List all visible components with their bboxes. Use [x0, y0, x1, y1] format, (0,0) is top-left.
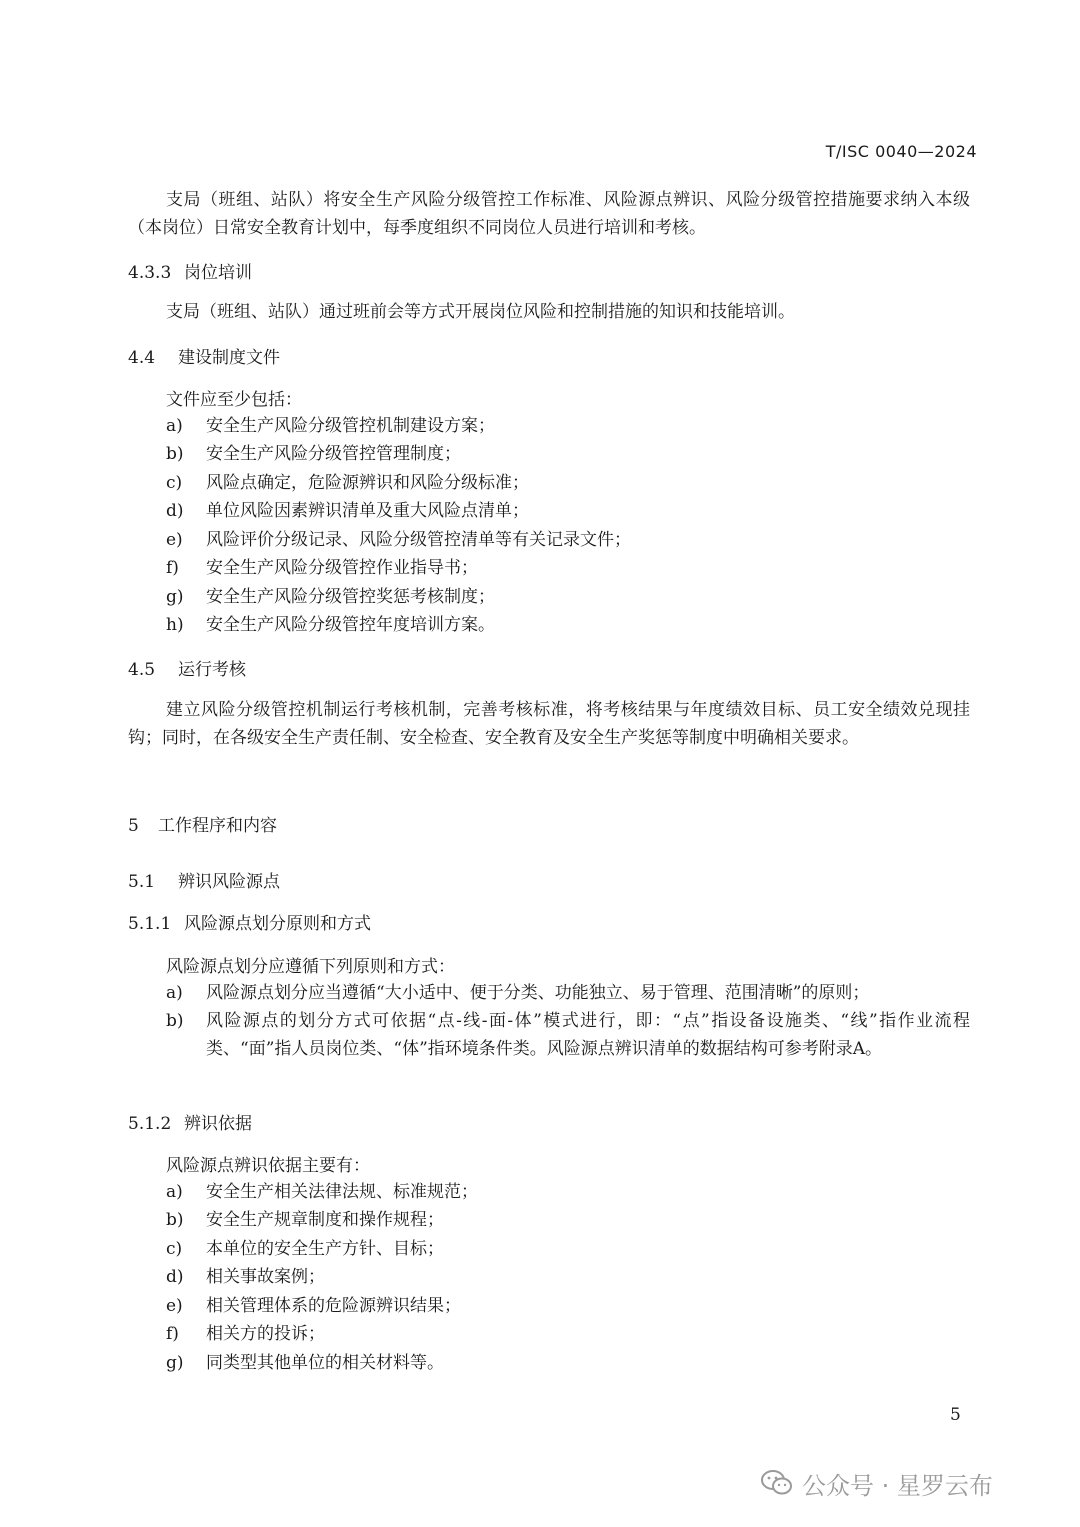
heading-number: 4.4: [128, 348, 156, 368]
heading-4-3-3: [128, 258, 252, 283]
list-item: [166, 469, 970, 497]
heading-title: 辨识依据: [184, 1114, 252, 1134]
heading-title: 岗位培训: [184, 263, 252, 283]
heading-5-1-1: [128, 909, 371, 934]
heading-title: 风险源点划分原则和方式: [184, 914, 371, 934]
list-intro: 风险源点辨识依据主要有：: [166, 1156, 370, 1176]
list-item: [166, 979, 970, 1007]
wechat-icon: [760, 1468, 794, 1498]
heading-5-1: [128, 867, 280, 892]
list-item-label: c): [166, 1239, 183, 1259]
list-item-text: 风险评价分级记录、风险分级管控清单等有关记录文件；: [206, 530, 631, 550]
list-item-text: 安全生产相关法律法规、标准规范；: [206, 1182, 478, 1202]
list-item-text: 本单位的安全生产方针、目标；: [206, 1239, 444, 1259]
heading-title: 运行考核: [178, 660, 246, 680]
heading-number: 5.1.2: [128, 1114, 172, 1134]
heading-number: 5: [128, 816, 139, 836]
list-item-text: 安全生产风险分级管控年度培训方案。: [206, 615, 495, 635]
list-item-label: a): [166, 416, 183, 436]
heading-number: 4.3.3: [128, 263, 172, 283]
list-item-label: b): [166, 1210, 184, 1230]
list-item-label: b): [166, 444, 184, 464]
list-item-label: f): [166, 558, 179, 578]
list-item-label: e): [166, 1296, 183, 1316]
list-item-text: 安全生产风险分级管控作业指导书；: [206, 558, 478, 578]
heading-title: 建设制度文件: [178, 348, 280, 368]
list-item: [166, 1349, 970, 1377]
list-item: [166, 497, 970, 525]
watermark: [760, 1463, 993, 1503]
list-intro: 风险源点划分应遵循下列原则和方式：: [166, 957, 455, 977]
document-code: T/ISC 0040—2024: [825, 142, 977, 161]
list-item-text: 安全生产规章制度和操作规程；: [206, 1210, 444, 1230]
list-item-label: e): [166, 530, 183, 550]
list-item: [166, 554, 970, 582]
list-item: [166, 412, 970, 440]
heading-number: 5.1.1: [128, 914, 172, 934]
list-item: [166, 1263, 970, 1291]
list-item: [166, 1235, 970, 1263]
list-item-label: f): [166, 1324, 179, 1344]
paragraph-training-plan: 支局（班组、站队）将安全生产风险分级管控工作标准、风险源点辨识、风险分级管控措施要求纳入本级（本岗位）日常安全教育计划中，每季度组织不同岗位人员进行培训和考核。: [128, 190, 970, 238]
paragraph-operation-assessment: 建立风险分级管控机制运行考核机制，完善考核标准，将考核结果与年度绩效目标、员工安全绩效兑现挂钩；同时，在各级安全生产责任制、安全检查、安全教育及安全生产奖惩等制度中明确相关要求。: [128, 700, 970, 748]
list-item-text: 安全生产风险分级管控管理制度；: [206, 444, 461, 464]
paragraph-post-training: 支局（班组、站队）通过班前会等方式开展岗位风险和控制措施的知识和技能培训。: [166, 302, 795, 322]
list-item: [166, 1206, 970, 1234]
list-item: [166, 1007, 970, 1063]
watermark-text: 公众号 · 星罗云布: [802, 1471, 993, 1500]
list-item-text: 相关事故案例；: [206, 1267, 325, 1287]
heading-5-1-2: [128, 1109, 252, 1134]
page-number: 5: [950, 1405, 961, 1425]
heading-number: 5.1: [128, 872, 156, 892]
list-item: [166, 440, 970, 468]
list-item-text: 风险点确定，危险源辨识和风险分级标准；: [206, 473, 529, 493]
list-item-label: c): [166, 473, 183, 493]
list-item-text: 风险源点划分应当遵循“大小适中、便于分类、功能独立、易于管理、范围清晰”的原则；: [206, 983, 870, 1003]
list-item: [166, 1320, 970, 1348]
list-item-text: 单位风险因素辨识清单及重大风险点清单；: [206, 501, 529, 521]
heading-4-4: [128, 343, 280, 368]
heading-5: [128, 811, 277, 836]
list-item: [166, 611, 970, 639]
list-item-label: h): [166, 615, 184, 635]
list-item-label: g): [166, 1353, 184, 1373]
list-intro: 文件应至少包括：: [166, 390, 302, 410]
heading-title: 辨识风险源点: [178, 872, 280, 892]
list-item-text: 相关管理体系的危险源辨识结果；: [206, 1296, 461, 1316]
list-item-text: 安全生产风险分级管控机制建设方案；: [206, 416, 495, 436]
list-item-text: 同类型其他单位的相关材料等。: [206, 1353, 444, 1373]
list-item: [166, 583, 970, 611]
list-item-label: a): [166, 983, 183, 1003]
list-item-label: g): [166, 587, 184, 607]
list-item: [166, 1292, 970, 1320]
heading-title: 工作程序和内容: [158, 816, 277, 836]
list-item: [166, 1178, 970, 1206]
list-item-label: b): [166, 1011, 184, 1031]
list-item-text: 安全生产风险分级管控奖惩考核制度；: [206, 587, 495, 607]
heading-4-5: [128, 655, 246, 680]
list-item-text: 相关方的投诉；: [206, 1324, 325, 1344]
list-item-text: 风险源点的划分方式可依据“点-线-面-体”模式进行，即：“点”指设备设施类、“线”指作业流程类、“面”指人员岗位类、“体”指环境条件类。风险源点辨识清单的数据结构可参考附录A。: [206, 1011, 970, 1059]
list-item-label: d): [166, 501, 184, 521]
heading-number: 4.5: [128, 660, 156, 680]
list-item-label: d): [166, 1267, 184, 1287]
list-item-label: a): [166, 1182, 183, 1202]
list-item: [166, 526, 970, 554]
